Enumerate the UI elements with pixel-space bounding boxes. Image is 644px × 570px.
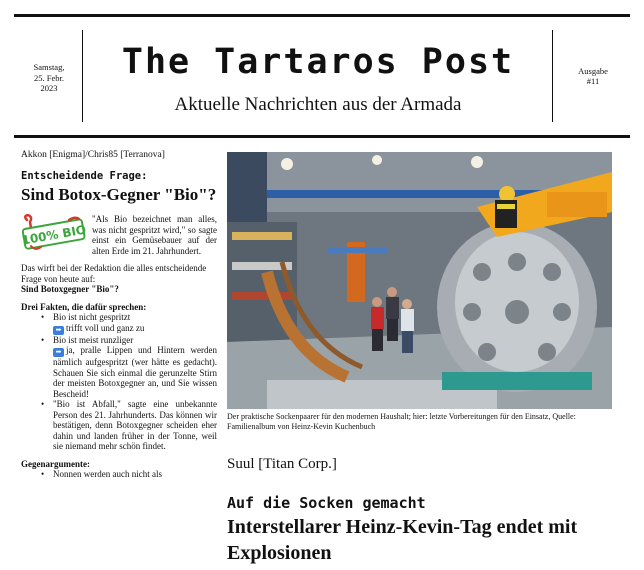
left-article (21, 150, 217, 480)
date-year: 2023 (40, 83, 58, 93)
date-weekday: Samstag, (33, 62, 65, 72)
left-article-kicker: Entscheidende Frage: (21, 169, 148, 182)
left-article-author: Akkon [Enigma]/Chris85 [Terranova] (21, 150, 165, 160)
issue-value: #11 (586, 76, 600, 86)
lab-photo-illustration (227, 152, 612, 409)
counter-arguments-list (39, 469, 217, 480)
issue-label: Ausgabe (578, 66, 608, 76)
right-article-author: Suul [Titan Corp.] (227, 456, 337, 472)
masthead-divider-right (552, 30, 553, 122)
issue-date (16, 62, 82, 94)
bio-badge-icon (21, 214, 87, 252)
list-item (39, 312, 217, 335)
left-article-paragraph (21, 263, 217, 295)
masthead-bottom-rule (14, 135, 630, 138)
facts-title: Drei Fakten, die dafür sprechen: (21, 301, 147, 312)
fact-main: Bio ist meist runzliger (53, 334, 134, 345)
masthead-divider-left (82, 30, 83, 122)
left-article-intro-text: "Als Bio bezeichnet man alles, was nicht gespritzt wird," so sagte einst ein Gemüsebauer auf der alten Erde im 21. Jahrhundert. (92, 214, 217, 256)
photo-caption: Der praktische Sockenpaarer für den modernen Haushalt; hier: letzte Vorbereitungen für den Einsatz, Quelle: Familienalbum von Heinz-Kevin Kuchenbuch (227, 412, 576, 431)
facts-list (39, 312, 217, 452)
arrow-right-icon: ➡ (53, 348, 64, 357)
right-article-kicker: Auf die Socken gemacht (227, 494, 426, 512)
arrow-right-icon: ➡ (53, 326, 64, 335)
fact-main: Bio ist nicht gespritzt (53, 312, 131, 322)
newspaper-title: The Tartaros Post (121, 42, 515, 82)
bio-badge-text: 100% BIO (21, 222, 87, 248)
newspaper-subtitle: Aktuelle Nachrichten aus der Armada (174, 94, 462, 115)
left-article-paragraph-text: Das wirft bei der Redaktion die alles entscheidende Frage von heute auf: (21, 263, 207, 284)
fact-sub: ja, pralle Lippen und Hintern werden nämlich aufgespritzt (wer hätte es gedacht). Schauen Sie sich einmal die gerunzelte Stirn der meisten Botoxgegner an, und Sie wissen Bescheid! (53, 345, 217, 399)
left-article-headline: Sind Botox-Gegner "Bio"? (21, 185, 217, 204)
list-item: • Nonnen werden auch nicht als (39, 469, 217, 480)
fact-sub: trifft voll und ganz zu (66, 322, 145, 333)
right-article-headline: Interstellarer Heinz-Kevin-Tag endet mit Explosionen (227, 516, 578, 564)
list-item (39, 399, 217, 452)
left-article-key-question: Sind Botoxgegner "Bio"? (21, 284, 119, 294)
masthead-top-rule (14, 14, 630, 17)
left-article-intro (21, 214, 217, 256)
list-item (39, 335, 217, 400)
counter-arguments-title: Gegenargumente: (21, 458, 90, 469)
issue-number (556, 66, 630, 86)
date-day-month: 25. Febr. (34, 72, 64, 83)
fact-main: "Bio ist Abfall," sagte eine unbekannte Person des 21. Jahrhunderts. Das können wir bestätigen, denn Botoxgegner scheiden eher dahin und landen früher in der Tonne, weil sie niemand mehr schön findet. (53, 399, 217, 451)
article-photo (227, 152, 612, 409)
